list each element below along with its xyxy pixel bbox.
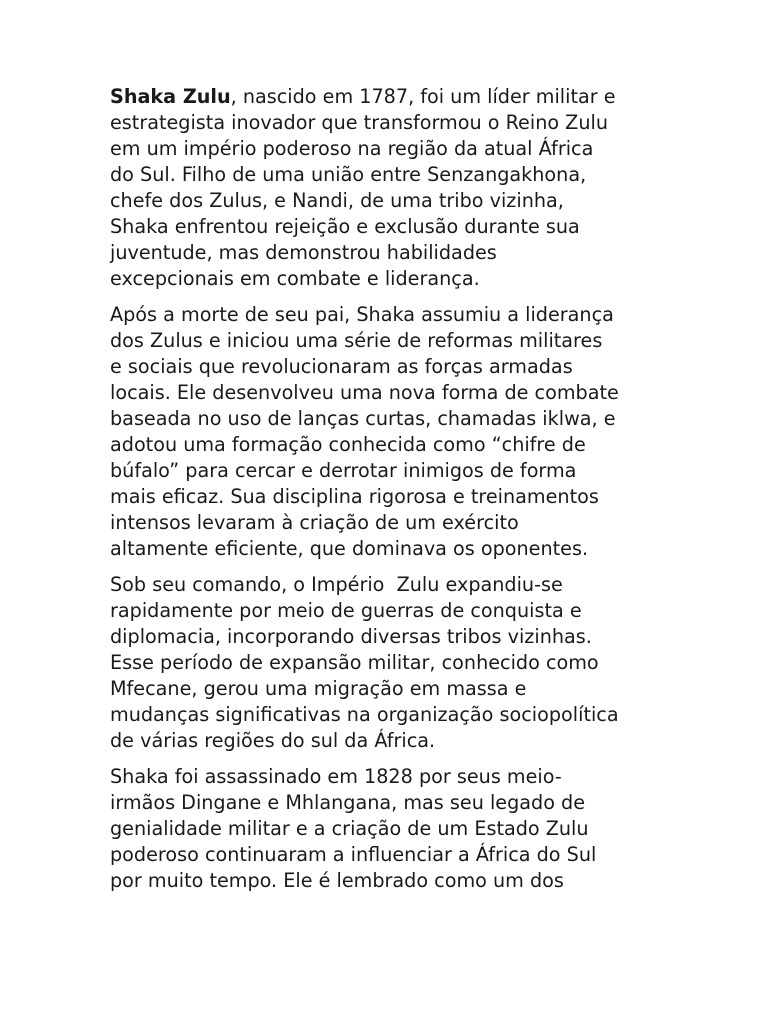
text-line: Sob seu comando, o Império Zulu expandiu-se	[110, 573, 563, 596]
text-line: estrategista inovador que transformou o Reino Zulu	[110, 111, 608, 134]
text-line: Esse período de expansão militar, conhecido como	[110, 651, 599, 674]
text-line: rapidamente por meio de guerras de conquista e	[110, 599, 582, 622]
text-line: por muito tempo. Ele é lembrado como um dos	[110, 869, 564, 892]
text-line: mais eficaz. Sua disciplina rigorosa e treinamentos	[110, 485, 599, 508]
text-line: de várias regiões do sul da África.	[110, 729, 436, 752]
text-line: chefe dos Zulus, e Nandi, de uma tribo vizinha,	[110, 189, 564, 212]
text-line: adotou uma formação conhecida como “chifre de	[110, 433, 586, 456]
text-line: genialidade militar e a criação de um Estado Zulu	[110, 817, 589, 840]
text-line: locais. Ele desenvolveu uma nova forma de combate	[110, 381, 619, 404]
text-line: altamente eficiente, que dominava os oponentes.	[110, 537, 589, 560]
text-line: baseada no uso de lanças curtas, chamadas iklwa, e	[110, 407, 616, 430]
text-line: intensos levaram à criação de um exército	[110, 511, 519, 534]
text-line: Shaka foi assassinado em 1828 por seus meio-	[110, 765, 562, 788]
text-line: diplomacia, incorporando diversas tribos vizinhas.	[110, 625, 592, 648]
paragraph-3	[110, 572, 665, 754]
paragraph-2	[110, 302, 665, 562]
text-line: Shaka enfrentou rejeição e exclusão durante sua	[110, 215, 580, 238]
text-line: Após a morte de seu pai, Shaka assumiu a liderança	[110, 303, 614, 326]
text-line: juventude, mas demonstrou habilidades	[110, 241, 497, 264]
text-line: do Sul. Filho de uma união entre Senzangakhona,	[110, 163, 587, 186]
text-line: poderoso continuaram a influenciar a África do Sul	[110, 843, 597, 866]
text-line: excepcionais em combate e liderança.	[110, 267, 480, 290]
text-line: mudanças significativas na organização sociopolítica	[110, 703, 619, 726]
text-line: e sociais que revolucionaram as forças armadas	[110, 355, 573, 378]
bold-name: Shaka Zulu	[110, 85, 231, 108]
text-line: irmãos Dingane e Mhlangana, mas seu legado de	[110, 791, 586, 814]
text-line: Mfecane, gerou uma migração em massa e	[110, 677, 527, 700]
text-line: dos Zulus e iniciou uma série de reformas militares	[110, 329, 603, 352]
document-body	[110, 84, 665, 904]
paragraph-1	[110, 84, 665, 292]
text-line: Shaka Zulu, nascido em 1787, foi um líder militar e	[110, 85, 616, 108]
paragraph-4	[110, 764, 665, 894]
text-line: búfalo” para cercar e derrotar inimigos de forma	[110, 459, 577, 482]
text-line: em um império poderoso na região da atual África	[110, 137, 594, 160]
